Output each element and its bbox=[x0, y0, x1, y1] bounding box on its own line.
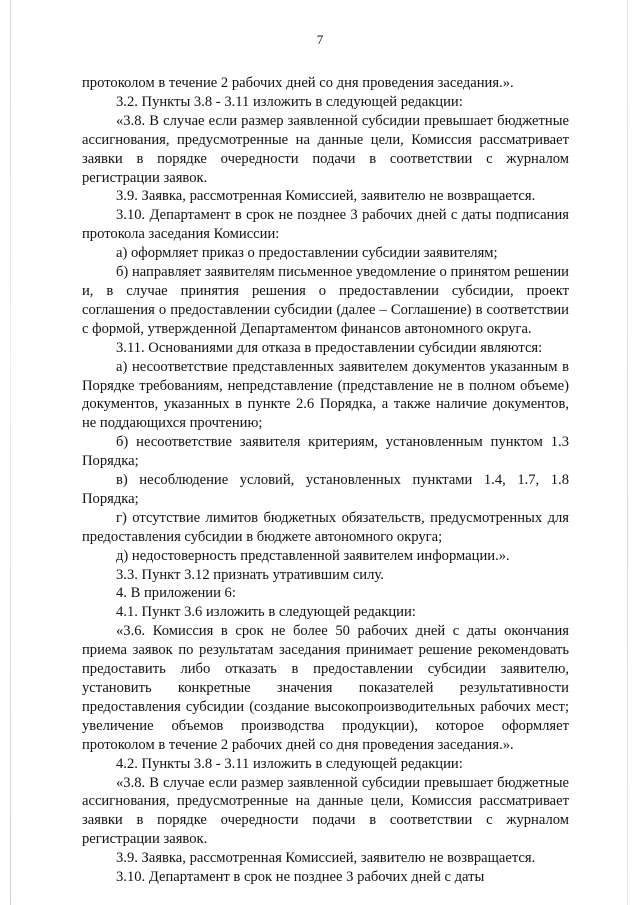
paragraph: протоколом в течение 2 рабочих дней со дня проведения заседания.». bbox=[82, 75, 514, 91]
paragraph: 3.2. Пункты 3.8 - 3.11 изложить в следующей редакции: bbox=[116, 93, 463, 110]
paragraph: а) оформляет приказ о предоставлении субсидии заявителям; bbox=[116, 245, 498, 262]
paragraph: 4.1. Пункт 3.6 изложить в следующей редакции: bbox=[116, 604, 416, 621]
paragraph: 4. В приложении 6: bbox=[116, 585, 236, 602]
paragraph: 3.9. Заявка, рассмотренная Комиссией, заявителю не возвращается. bbox=[116, 850, 536, 867]
paragraph: 3.3. Пункт 3.12 признать утратившим силу. bbox=[116, 566, 384, 583]
paragraph: «3.8. В случае если размер заявленной субсидии превышает бюджетные ассигнования, предусмотренные на данные цели, Комиссия рассматривает заявки в порядке очередности подачи в соответствии с журналом регистрации заявок. bbox=[82, 774, 569, 848]
paragraph: 4.2. Пункты 3.8 - 3.11 изложить в следующей редакции: bbox=[116, 755, 463, 772]
page-number: 7 bbox=[316, 32, 324, 47]
paragraph: д) недостоверность представленной заявителем информации.». bbox=[116, 547, 510, 564]
paragraph: а) несоответствие представленных заявителем документов указанным в Порядке требованиям, непредставление (представление не в полном объеме) документов, указанных в пункте 2.6 Порядка, а также наличие документов, не поддающихся прочтению; bbox=[82, 358, 569, 432]
paragraph: «3.6. Комиссия в срок не более 50 рабочих дней с даты окончания приема заявок по результатам заседания принимает решение рекомендовать предоставить либо отказать в предоставлении субсидии заявителю, установить конкретные значения показателей результативности предоставления субсидии (создание высокопроизводительных рабочих мест; увеличение объемов производства продукции), которое оформляет протоколом в течение 2 рабочих дней со дня проведения заседания.». bbox=[82, 623, 569, 753]
paragraph: г) отсутствие лимитов бюджетных обязательств, предусмотренных для предоставления субсидии в бюджете автономного округа; bbox=[82, 509, 569, 545]
paragraph: в) несоблюдение условий, установленных пунктами 1.4, 1.7, 1.8 Порядка; bbox=[82, 472, 569, 507]
paragraph: б) направляет заявителям письменное уведомление о принятом решении и, в случае принятия решения о предоставлении субсидии, проект соглашения о предоставлении субсидии (далее – Соглашение) в соответствии с формой, утвержденной Департаментом финансов автономного округа. bbox=[82, 264, 569, 337]
paragraph: 3.10. Департамент в срок не позднее 3 рабочих дней с даты bbox=[116, 869, 485, 886]
paragraph: 3.10. Департамент в срок не позднее 3 рабочих дней с даты подписания протокола заседания Комиссии: bbox=[82, 207, 569, 243]
scan-edge-right bbox=[627, 0, 628, 905]
paragraph: 3.9. Заявка, рассмотренная Комиссией, заявителю не возвращается. bbox=[116, 188, 536, 205]
paragraph: «3.8. В случае если размер заявленной субсидии превышает бюджетные ассигнования, предусмотренные на данные цели, Комиссия рассматривает заявки в порядке очередности подачи в соответствии с журналом регистрации заявок. bbox=[82, 112, 569, 186]
document-body bbox=[82, 74, 569, 887]
scan-edge-left bbox=[10, 0, 11, 905]
paragraph: 3.11. Основаниями для отказа в предоставлении субсидии являются: bbox=[116, 339, 543, 356]
paragraph: б) несоответствие заявителя критериям, установленным пунктом 1.3 Порядка; bbox=[82, 434, 569, 470]
